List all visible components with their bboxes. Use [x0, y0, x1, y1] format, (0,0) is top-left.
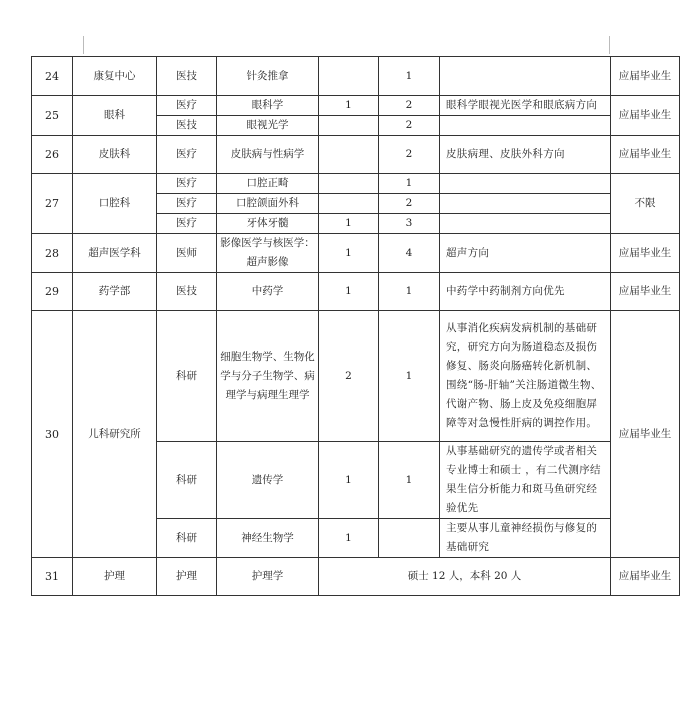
position-type: 科研 [157, 519, 217, 558]
major: 神经生物学 [217, 519, 319, 558]
requirement: 应届毕业生 [611, 96, 680, 136]
table-row [32, 311, 680, 442]
notes [440, 57, 611, 96]
doctor-count: 1 [319, 234, 379, 273]
position-type: 医疗 [157, 214, 217, 234]
notes: 超声方向 [440, 234, 611, 273]
major: 牙体牙髓 [217, 214, 319, 234]
requirement: 应届毕业生 [611, 558, 680, 596]
notes: 中药学中药制剂方向优先 [440, 273, 611, 311]
master-count: 1 [379, 442, 440, 519]
position-type: 医疗 [157, 136, 217, 174]
major: 细胞生物学、生物化学与分子生物学、病理学与病理生理学 [217, 311, 319, 442]
major: 影像医学与核医学：超声影像 [217, 234, 319, 273]
doctor-count: 1 [319, 273, 379, 311]
major: 眼视光学 [217, 116, 319, 136]
table-row [32, 174, 680, 194]
requirement: 应届毕业生 [611, 57, 680, 96]
row-number: 28 [32, 234, 73, 273]
master-count: 1 [379, 273, 440, 311]
major: 护理学 [217, 558, 319, 596]
doctor-count: 1 [319, 442, 379, 519]
table-row [32, 136, 680, 174]
notes: 从事消化疾病发病机制的基础研究，研究方向为肠道稳态及损伤修复、肠炎向肠癌转化新机制、围绕“肠-肝轴”关注肠道微生物、代谢产物、肠上皮及免疫细胞屏障等对急慢性肝病的调控作用。 [440, 311, 611, 442]
row-number: 30 [32, 311, 73, 558]
row-number: 31 [32, 558, 73, 596]
notes: 皮肤病理、皮肤外科方向 [440, 136, 611, 174]
requirement: 应届毕业生 [611, 234, 680, 273]
doctor-count [319, 136, 379, 174]
row-number: 25 [32, 96, 73, 136]
table-row [32, 234, 680, 273]
table-row [32, 273, 680, 311]
department: 超声医学科 [73, 234, 157, 273]
position-type: 科研 [157, 311, 217, 442]
master-count: 3 [379, 214, 440, 234]
notes: 主要从事儿童神经损伤与修复的基础研究 [440, 519, 611, 558]
major: 眼科学 [217, 96, 319, 116]
notes [440, 194, 611, 214]
requirement: 不限 [611, 174, 680, 234]
master-count: 4 [379, 234, 440, 273]
requirement: 应届毕业生 [611, 311, 680, 558]
table-row [32, 558, 680, 596]
master-count: 1 [379, 57, 440, 96]
doctor-count [319, 194, 379, 214]
row-number: 29 [32, 273, 73, 311]
master-count: 1 [379, 311, 440, 442]
requirement: 应届毕业生 [611, 136, 680, 174]
master-count: 1 [379, 174, 440, 194]
department: 药学部 [73, 273, 157, 311]
position-type: 医疗 [157, 194, 217, 214]
major: 遗传学 [217, 442, 319, 519]
master-count: 2 [379, 194, 440, 214]
doctor-count [319, 116, 379, 136]
department: 康复中心 [73, 57, 157, 96]
doctor-count [319, 174, 379, 194]
row-number: 27 [32, 174, 73, 234]
table-row [32, 57, 680, 96]
position-type: 护理 [157, 558, 217, 596]
position-type: 医技 [157, 57, 217, 96]
major: 皮肤病与性病学 [217, 136, 319, 174]
requirement: 应届毕业生 [611, 273, 680, 311]
quota-summary: 硕士 12 人，本科 20 人 [319, 558, 611, 596]
master-count: 2 [379, 96, 440, 116]
row-number: 26 [32, 136, 73, 174]
position-type: 医疗 [157, 174, 217, 194]
position-type: 医疗 [157, 96, 217, 116]
major: 中药学 [217, 273, 319, 311]
doctor-count: 1 [319, 96, 379, 116]
position-type: 医技 [157, 273, 217, 311]
department: 皮肤科 [73, 136, 157, 174]
position-type: 医技 [157, 116, 217, 136]
notes: 眼科学眼视光医学和眼底病方向 [440, 96, 611, 116]
major: 口腔颌面外科 [217, 194, 319, 214]
row-number: 24 [32, 57, 73, 96]
doctor-count [319, 57, 379, 96]
department: 护理 [73, 558, 157, 596]
notes [440, 116, 611, 136]
major: 针灸推拿 [217, 57, 319, 96]
master-count: 2 [379, 136, 440, 174]
master-count [379, 519, 440, 558]
doctor-count: 1 [319, 214, 379, 234]
recruitment-table [31, 56, 680, 596]
notes [440, 174, 611, 194]
notes: 从事基础研究的遗传学或者相关专业博士和硕士 ，有二代测序结果生信分析能力和斑马鱼研究经验优先 [440, 442, 611, 519]
table-row [32, 96, 680, 116]
header-margin-mark-right [609, 36, 610, 54]
department: 儿科研究所 [73, 311, 157, 558]
department: 眼科 [73, 96, 157, 136]
position-type: 科研 [157, 442, 217, 519]
department: 口腔科 [73, 174, 157, 234]
master-count: 2 [379, 116, 440, 136]
header-margin-mark-left [83, 36, 84, 54]
doctor-count: 1 [319, 519, 379, 558]
notes [440, 214, 611, 234]
major: 口腔正畸 [217, 174, 319, 194]
position-type: 医师 [157, 234, 217, 273]
doctor-count: 2 [319, 311, 379, 442]
